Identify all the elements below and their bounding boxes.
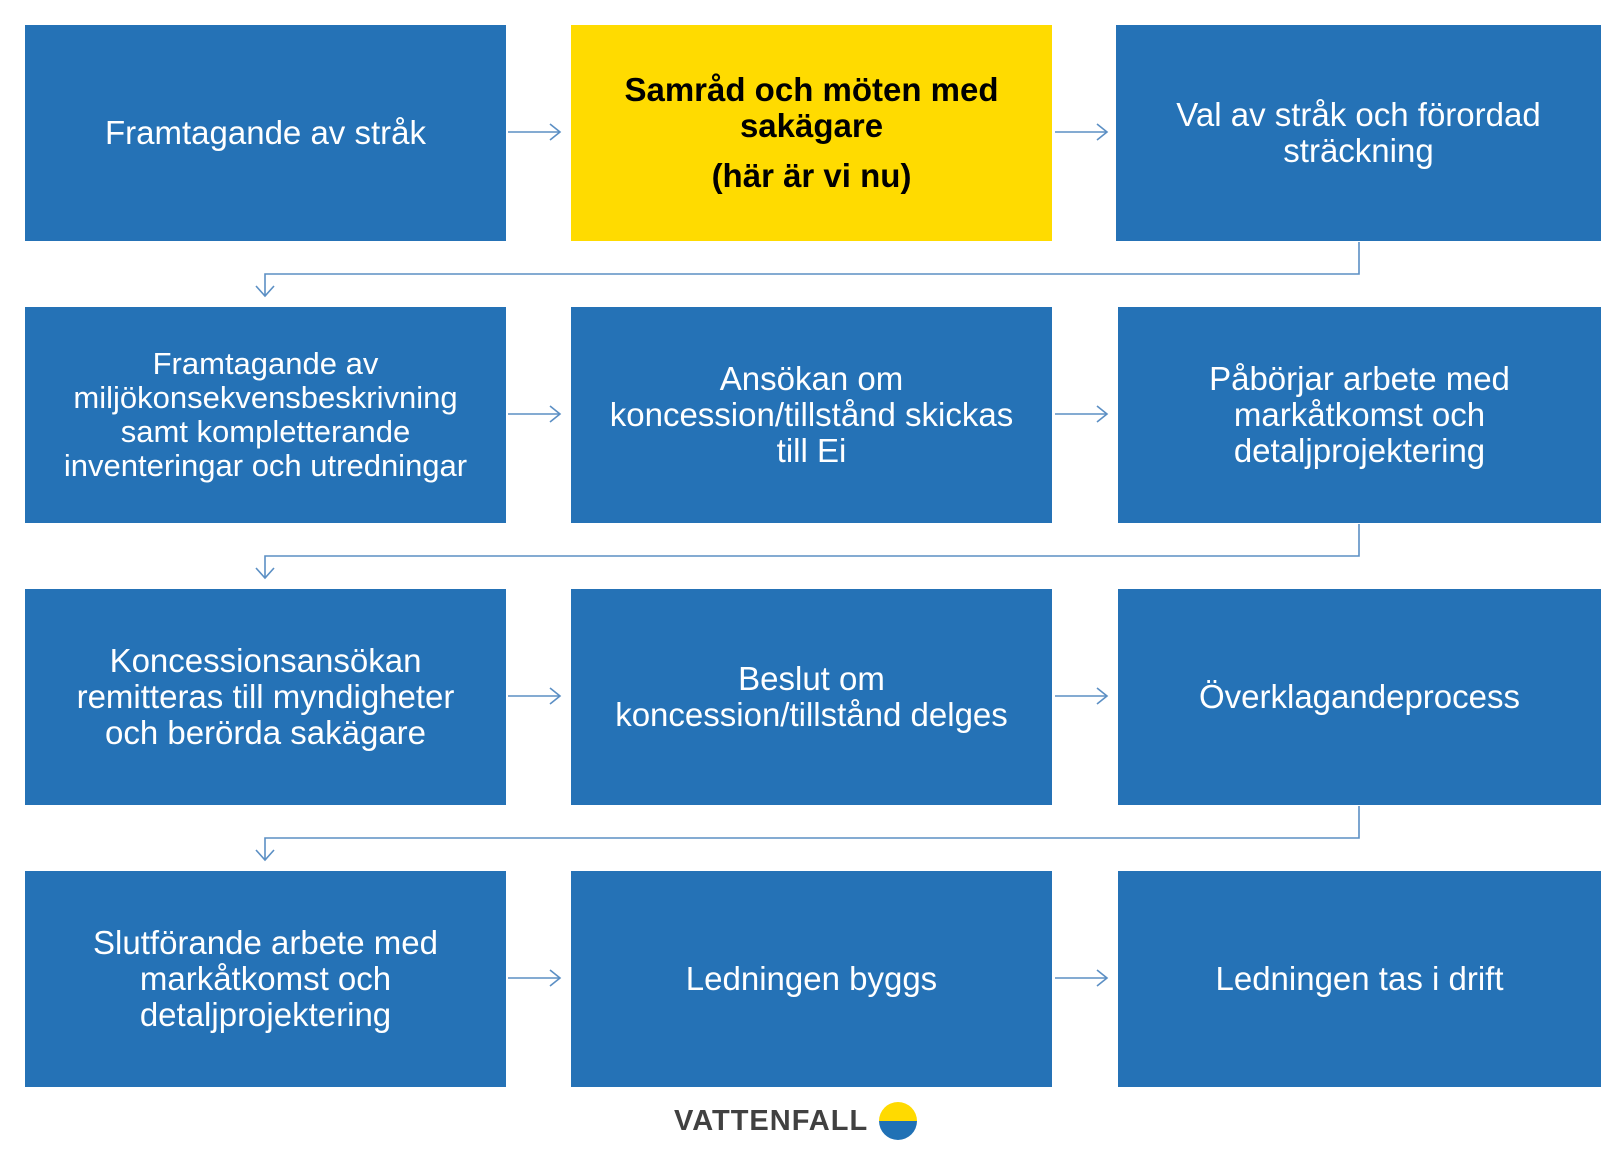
step-label: Slutförande arbete med markåtkomst och detaljprojektering — [93, 924, 438, 1033]
step-remitteras — [25, 589, 506, 805]
step-ledningen-tas-i-drift — [1118, 871, 1601, 1087]
vattenfall-logo — [674, 1100, 918, 1142]
step-label: Framtagande av miljökonsekvensbeskrivning samt kompletterande inventeringar och utredningar — [63, 346, 468, 483]
step-label: Beslut om koncession/tillstånd delges — [615, 660, 1008, 733]
step-label: Ledningen byggs — [685, 960, 938, 997]
arrow-step10-to-step11 — [508, 970, 560, 986]
arrow-step7-to-step8 — [508, 688, 560, 704]
step-paborjar-markatkomst — [1118, 307, 1601, 523]
step-label: Överklagandeprocess — [1198, 678, 1520, 715]
vattenfall-logo-icon — [878, 1101, 918, 1141]
step-label: Påbörjar arbete med markåtkomst och detaljprojektering — [1209, 360, 1510, 469]
step-framtagande-av-strak — [25, 25, 506, 241]
step-label: Val av stråk och förordad sträckning — [1176, 96, 1541, 169]
step-ansokan-koncession — [571, 307, 1052, 523]
step-ledningen-byggs — [571, 871, 1052, 1087]
step-miljokonsekvensbeskrivning — [25, 307, 506, 523]
connector-row2-to-row3 — [256, 524, 1359, 578]
arrow-step8-to-step9 — [1055, 688, 1107, 704]
connector-row1-to-row2 — [256, 242, 1359, 296]
arrow-step1-to-step2 — [508, 124, 560, 140]
arrow-step2-to-step3 — [1055, 124, 1107, 140]
connector-row3-to-row4 — [256, 806, 1359, 860]
arrow-step5-to-step6 — [1055, 406, 1107, 422]
step-val-av-strak — [1116, 25, 1601, 241]
arrow-step4-to-step5 — [508, 406, 560, 422]
logo-text: VATTENFALL — [674, 1104, 869, 1137]
step-slutforande-markatkomst — [25, 871, 506, 1087]
step-overklagandeprocess — [1118, 589, 1601, 805]
arrow-step11-to-step12 — [1055, 970, 1107, 986]
step-label: Samråd och möten med sakägare — [624, 71, 999, 144]
step-label: Ledningen tas i drift — [1215, 960, 1504, 997]
step-label: Koncessionsansökan remitteras till myndigheter och berörda sakägare — [76, 642, 455, 751]
step-samrad-current — [571, 25, 1052, 241]
step-label: Framtagande av stråk — [105, 114, 426, 151]
step-label: Ansökan om koncession/tillstånd skickas till Ei — [609, 360, 1014, 469]
step-beslut-koncession — [571, 589, 1052, 805]
current-step-note: (här är vi nu) — [711, 157, 912, 194]
